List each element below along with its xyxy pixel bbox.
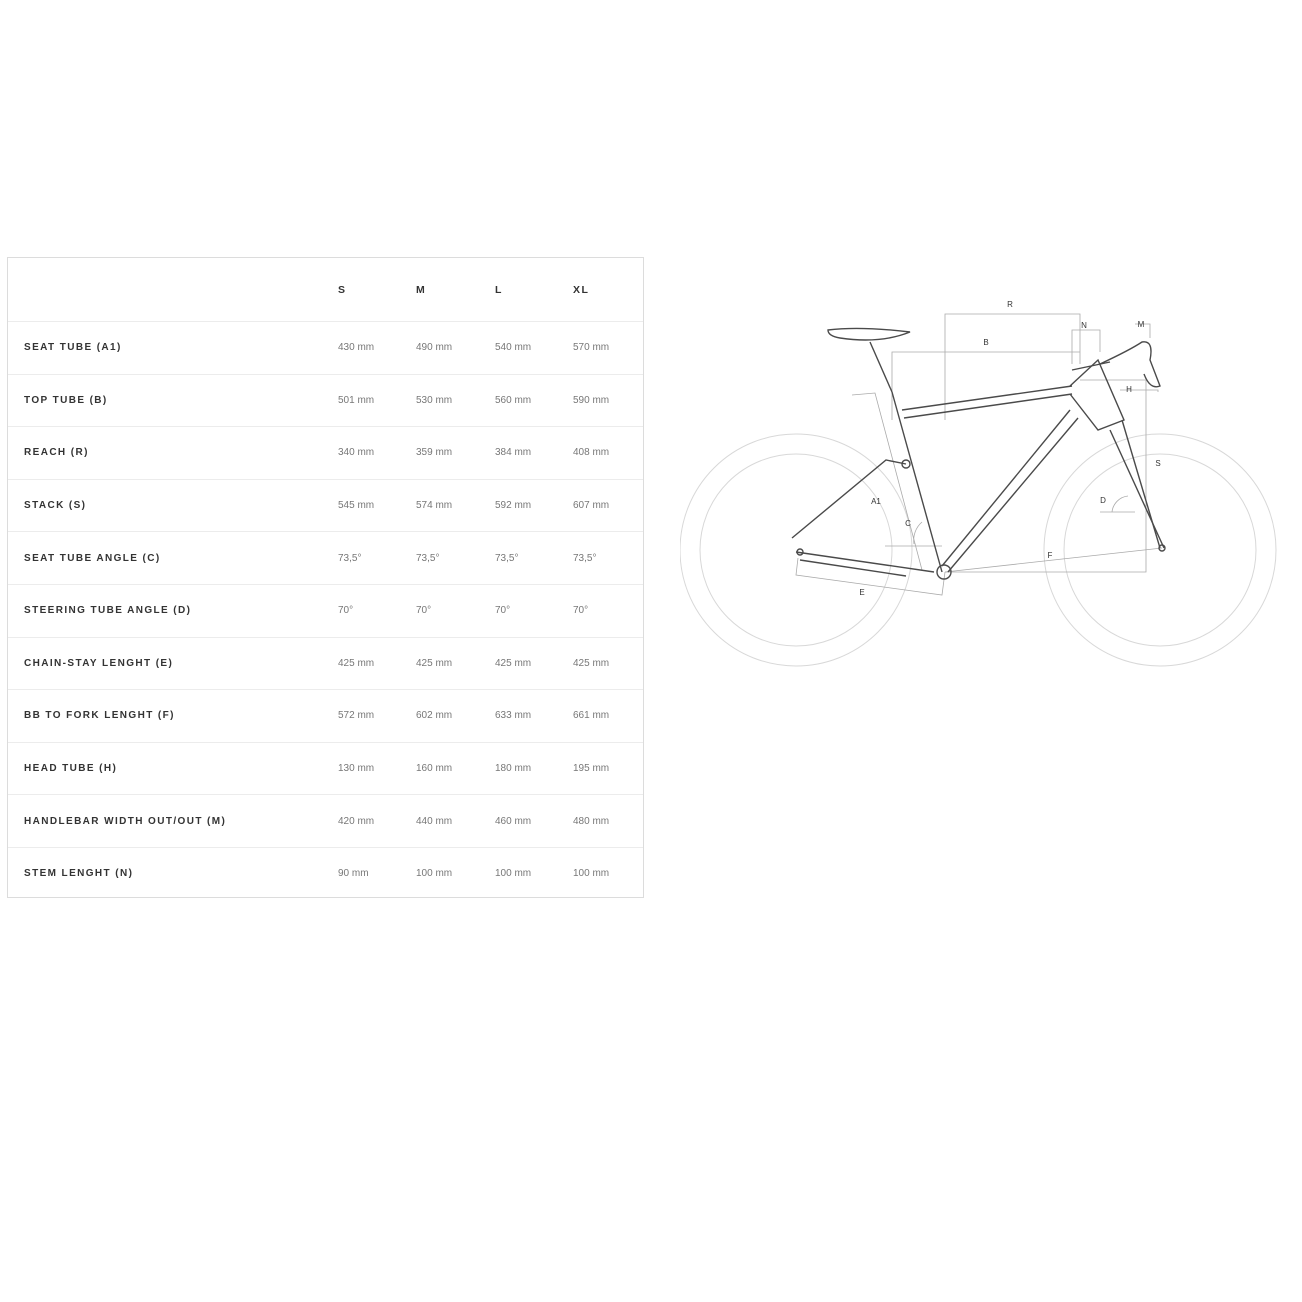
saddle xyxy=(828,328,910,340)
row-label: REACH (R) xyxy=(24,447,89,459)
value-m: 73,5° xyxy=(416,552,440,564)
value-m: 359 mm xyxy=(416,447,453,459)
label-c: C xyxy=(905,519,911,528)
label-b: B xyxy=(983,338,989,347)
value-xl: 590 mm xyxy=(573,394,610,406)
bike-drawing xyxy=(680,290,1290,690)
table-row xyxy=(8,847,643,900)
table-row xyxy=(8,794,643,847)
value-xl: 425 mm xyxy=(573,657,610,669)
stem xyxy=(1072,362,1110,370)
dimension-lines xyxy=(796,314,1162,595)
seatpost xyxy=(870,342,892,392)
chainstay-dim-line xyxy=(796,558,945,595)
size-header-xl: XL xyxy=(573,283,590,296)
value-m: 530 mm xyxy=(416,394,453,406)
size-header-s: S xyxy=(338,283,347,296)
top-tube-line xyxy=(892,352,1080,420)
value-xl: 73,5° xyxy=(573,552,597,564)
label-r: R xyxy=(1007,300,1013,309)
value-l: 180 mm xyxy=(495,763,532,775)
table-row xyxy=(8,637,643,690)
value-xl: 100 mm xyxy=(573,868,610,880)
table-header-row xyxy=(8,258,643,321)
value-m: 70° xyxy=(416,605,432,617)
row-label: STACK (S) xyxy=(24,500,87,512)
fork xyxy=(1110,430,1164,548)
size-header-l: L xyxy=(495,283,503,296)
value-l: 560 mm xyxy=(495,394,532,406)
bb-to-fork-line xyxy=(945,548,1162,572)
label-n: N xyxy=(1081,321,1087,330)
label-a1: A1 xyxy=(871,497,881,506)
row-label: STEERING TUBE ANGLE (D) xyxy=(24,605,192,617)
value-m: 574 mm xyxy=(416,500,453,512)
table-row xyxy=(8,479,643,532)
down-tube-outer xyxy=(942,410,1070,566)
table-row xyxy=(8,321,643,374)
value-xl: 480 mm xyxy=(573,815,610,827)
row-label: SEAT TUBE ANGLE (C) xyxy=(24,552,161,564)
value-s: 73,5° xyxy=(338,552,362,564)
value-m: 490 mm xyxy=(416,342,453,354)
value-l: 73,5° xyxy=(495,552,519,564)
row-label: SEAT TUBE (A1) xyxy=(24,342,122,354)
frame xyxy=(792,328,1165,579)
rear-wheel-inner xyxy=(700,454,892,646)
value-s: 572 mm xyxy=(338,710,375,722)
value-s: 430 mm xyxy=(338,342,375,354)
value-m: 425 mm xyxy=(416,657,453,669)
label-f: F xyxy=(1047,551,1053,560)
geometry-table xyxy=(7,257,644,898)
head-tube xyxy=(1070,360,1124,430)
stack-line xyxy=(945,380,1146,572)
value-s: 70° xyxy=(338,605,354,617)
value-m: 160 mm xyxy=(416,763,453,775)
value-l: 384 mm xyxy=(495,447,532,459)
value-s: 420 mm xyxy=(338,815,375,827)
value-s: 425 mm xyxy=(338,657,375,669)
table-row xyxy=(8,584,643,637)
label-s: S xyxy=(1155,459,1161,468)
table-row xyxy=(8,742,643,795)
value-xl: 661 mm xyxy=(573,710,610,722)
label-d: D xyxy=(1100,496,1106,505)
row-label: STEM LENGHT (N) xyxy=(24,868,134,880)
table-row xyxy=(8,531,643,584)
row-label: HANDLEBAR WIDTH OUT/OUT (M) xyxy=(24,815,227,827)
value-s: 545 mm xyxy=(338,500,375,512)
value-l: 540 mm xyxy=(495,342,532,354)
value-s: 90 mm xyxy=(338,868,369,880)
value-s: 130 mm xyxy=(338,763,375,775)
reach-line xyxy=(945,314,1080,420)
row-label: CHAIN-STAY LENGHT (E) xyxy=(24,657,174,669)
fork-inner xyxy=(1122,420,1160,548)
value-xl: 570 mm xyxy=(573,342,610,354)
table-row xyxy=(8,426,643,479)
value-m: 602 mm xyxy=(416,710,453,722)
label-e: E xyxy=(859,588,865,597)
value-l: 592 mm xyxy=(495,500,532,512)
value-l: 425 mm xyxy=(495,657,532,669)
stem-line xyxy=(1072,330,1100,364)
angle-c-arc xyxy=(914,522,922,544)
label-h: H xyxy=(1126,385,1132,394)
rear-wheel-outer xyxy=(680,434,912,666)
bike-geometry-diagram xyxy=(680,290,1290,690)
value-l: 100 mm xyxy=(495,868,532,880)
value-xl: 195 mm xyxy=(573,763,610,775)
value-xl: 70° xyxy=(573,605,589,617)
table-row xyxy=(8,374,643,427)
value-l: 633 mm xyxy=(495,710,532,722)
value-m: 100 mm xyxy=(416,868,453,880)
down-tube xyxy=(948,418,1078,572)
angle-d-arc xyxy=(1112,496,1128,512)
row-label: TOP TUBE (B) xyxy=(24,394,108,406)
value-l: 460 mm xyxy=(495,815,532,827)
value-s: 340 mm xyxy=(338,447,375,459)
size-header-m: M xyxy=(416,283,427,296)
row-label: BB TO FORK LENGHT (F) xyxy=(24,710,175,722)
value-s: 501 mm xyxy=(338,394,375,406)
label-m: M xyxy=(1137,320,1145,329)
table-row xyxy=(8,689,643,742)
seat-tube xyxy=(892,392,942,572)
value-m: 440 mm xyxy=(416,815,453,827)
row-label: HEAD TUBE (H) xyxy=(24,763,118,775)
value-l: 70° xyxy=(495,605,511,617)
value-xl: 607 mm xyxy=(573,500,610,512)
value-xl: 408 mm xyxy=(573,447,610,459)
